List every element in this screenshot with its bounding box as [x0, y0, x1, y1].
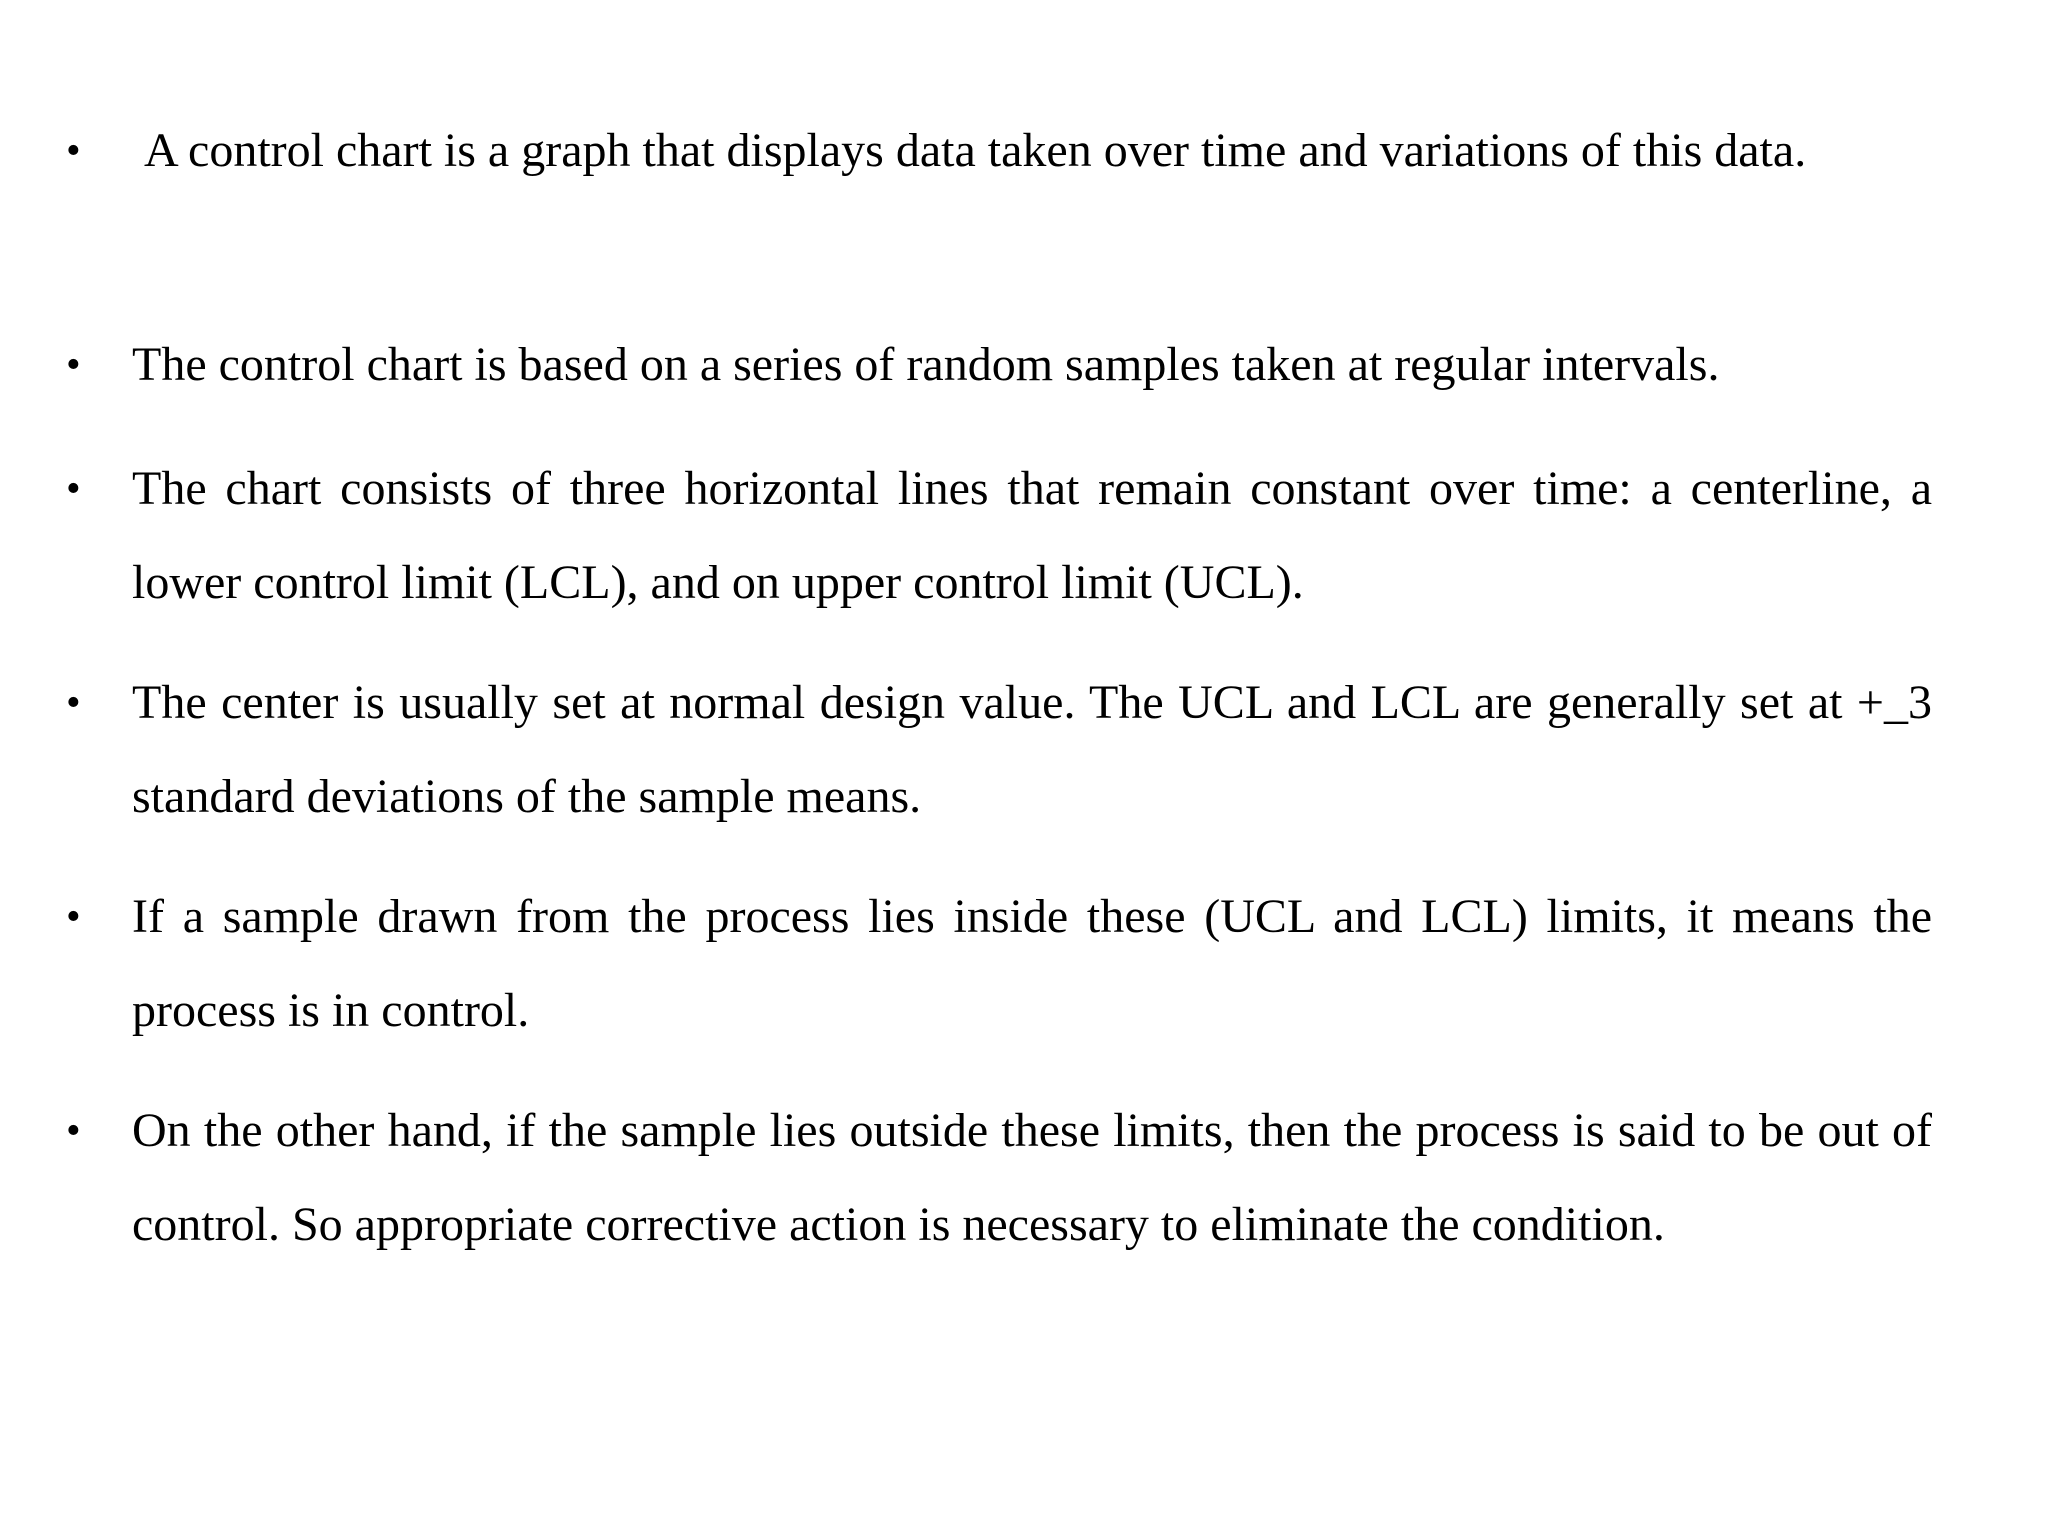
bullet-dot-icon: • — [66, 466, 81, 512]
bullet-text: A control chart is a graph that displays data taken over time and variations of this data. — [144, 124, 1807, 177]
bullet-dot-icon: • — [66, 894, 81, 940]
bullet-text: On the other hand, if the sample lies outside these limits, then the process is said to be out of control. So appropriate corrective action is necessary to eliminate the condition. — [132, 1104, 1932, 1251]
bullet-text: The chart consists of three horizontal lines that remain constant over time: a centerline, a lower control limit (LCL), and on upper control limit (UCL). — [132, 462, 1932, 609]
bullet-text: The center is usually set at normal design value. The UCL and LCL are generally set at +_3 standard deviations of the sample means. — [132, 676, 1932, 823]
bullet-dot-icon: • — [66, 680, 81, 726]
bullet-dot-icon: • — [66, 342, 81, 388]
bullet-text: The control chart is based on a series of random samples taken at regular intervals. — [132, 338, 1720, 391]
bullet-dot-icon: • — [66, 1108, 81, 1154]
bullet-dot-icon: • — [66, 128, 81, 174]
bullet-text: If a sample drawn from the process lies inside these (UCL and LCL) limits, it means the process is in control. — [132, 890, 1932, 1037]
